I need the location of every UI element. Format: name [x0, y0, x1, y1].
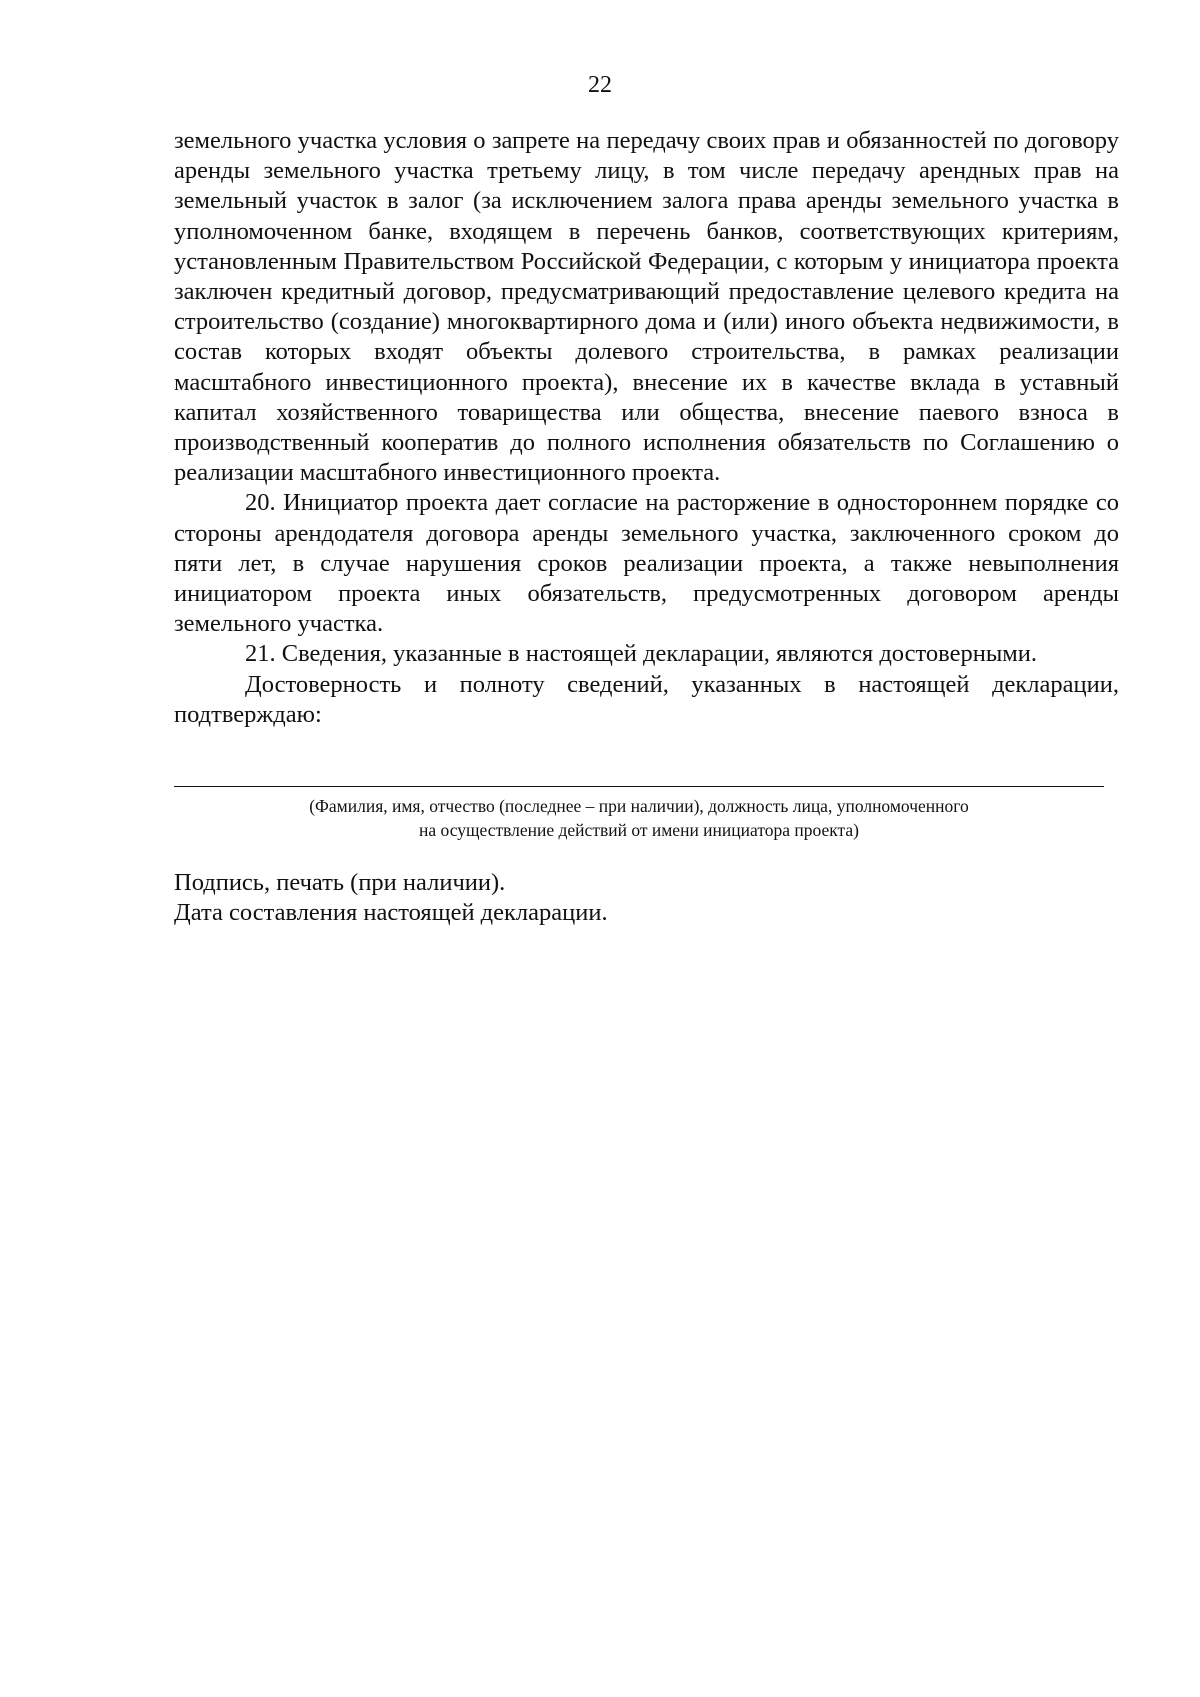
document-body [174, 126, 1119, 730]
signature-caption [174, 794, 1104, 842]
declaration-date-label: Дата составления настоящей декларации. [174, 899, 608, 927]
signature-caption-line-1: (Фамилия, имя, отчество (последнее – при наличии), должность лица, уполномоченного [309, 796, 969, 816]
paragraph-item-21: 21. Сведения, указанные в настоящей декларации, являются достоверными. [245, 640, 1038, 668]
signature-fill-line [174, 786, 1104, 787]
closing-block [174, 868, 1104, 928]
signature-caption-line-2: на осуществление действий от имени инициатора проекта) [419, 820, 859, 840]
page-number: 22 [588, 72, 612, 98]
signature-stamp-label: Подпись, печать (при наличии). [174, 869, 506, 896]
paragraph-continuation: земельного участка условия о запрете на передачу своих прав и обязанностей по договору аренды земельного участка третьему лицу, в том числе передачу арендных прав на земельный участок в залог (за исключением залога права аренды земельного участка в уполномоченном банке, входящем в перечень банков, соответствующих критериям, установленным Правительством Российской Федерации, с которым у инициатора проекта заключен кредитный договор, предусматривающий предоставление целевого кредита на строительство (создание) многоквартирного дома и (или) иного объекта недвижимости, в состав которых входят объекты долевого строительства, в рамках реализации масштабного инвестиционного проекта), внесение их в качестве вклада в уставный капитал хозяйственного товарищества или общества, внесение паевого взноса в производственный кооператив до полного исполнения обязательств по Соглашению о реализации масштабного инвестиционного проекта. [174, 127, 1119, 487]
paragraph-item-20: 20. Инициатор проекта дает согласие на расторжение в одностороннем порядке со стороны арендодателя договора аренды земельного участка, заключенного сроком до пяти лет, в случае нарушения сроков реализации проекта, а также невыполнения инициатором проекта иных обязательств, предусмотренных договором аренды земельного участка. [174, 489, 1119, 638]
paragraph-confirmation: Достоверность и полноту сведений, указанных в настоящей декларации, подтверждаю: [174, 670, 1119, 728]
